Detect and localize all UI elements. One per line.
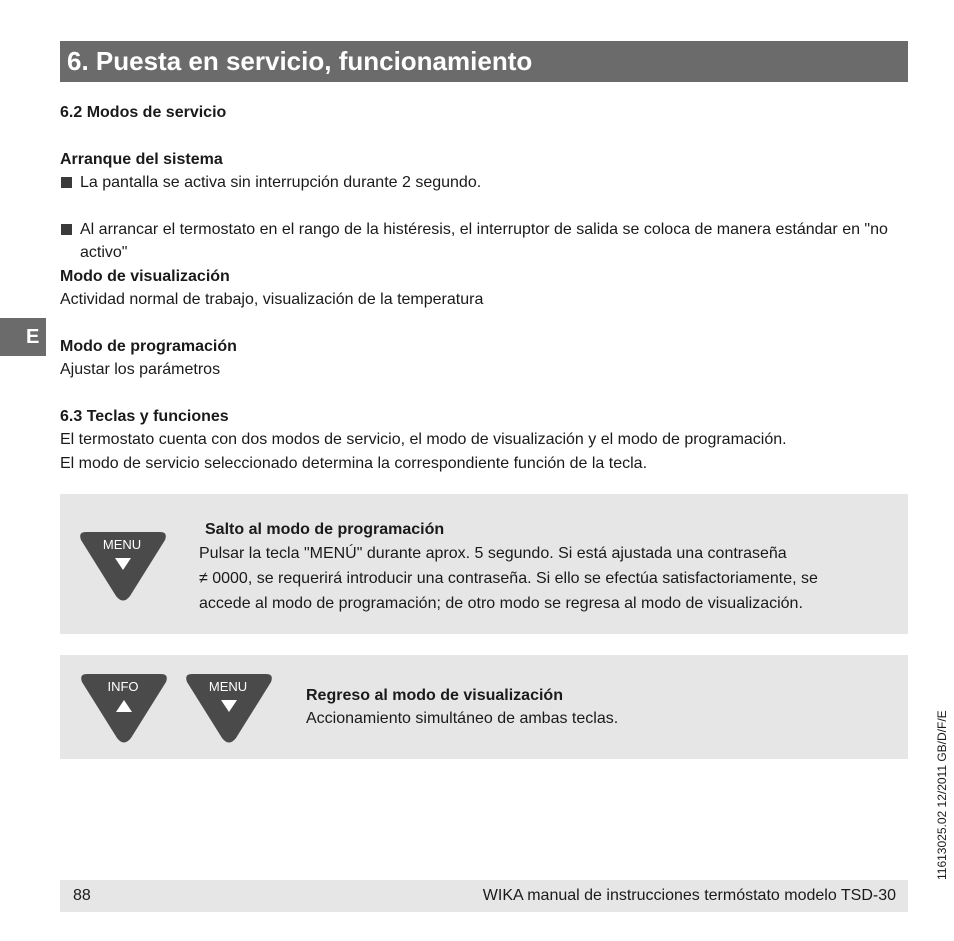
- key-description: [306, 684, 896, 730]
- box1-line: ≠ 0000, se requerirá introducir una contraseña. Si ello se efectúa satisfactoriamente, se: [199, 570, 818, 587]
- display-mode-heading: Modo de visualización: [60, 268, 230, 285]
- section-6-3-text: El modo de servicio seleccionado determina la correspondiente función de la tecla.: [60, 455, 648, 472]
- footer-title: WIKA manual de instrucciones termóstato modelo TSD-30: [482, 887, 896, 904]
- page-footer: [60, 880, 908, 912]
- menu-key-label: MENU: [208, 679, 248, 694]
- section-title: 6. Puesta en servicio, funcionamiento: [60, 41, 908, 82]
- info-key-icon: [79, 672, 169, 744]
- section-6-2-heading: 6.2 Modos de servicio: [60, 104, 227, 121]
- key-info-box-both: [60, 655, 908, 759]
- menu-key-icon: [78, 530, 168, 602]
- startup-heading: Arranque del sistema: [60, 151, 223, 168]
- key-description: [199, 518, 899, 616]
- document-code: 11613025.02 12/2011 GB/D/F/E: [935, 710, 949, 880]
- section-6-3-heading: 6.3 Teclas y funciones: [60, 408, 229, 425]
- main-content: [60, 0, 910, 472]
- page-number: 88: [73, 887, 91, 904]
- language-tab: E: [0, 318, 46, 356]
- section-6-3-text: El termostato cuenta con dos modos de servicio, el modo de visualización y el modo de programación.: [60, 431, 787, 448]
- program-mode-heading: Modo de programación: [60, 338, 237, 355]
- startup-bullet: La pantalla se activa sin interrupción durante 2 segundo.: [60, 171, 930, 194]
- menu-key-label: MENU: [102, 537, 142, 552]
- box2-text: Accionamiento simultáneo de ambas teclas.: [306, 710, 619, 727]
- startup-bullet: Al arrancar el termostato en el rango de la histéresis, el interruptor de salida se coloca de manera estándar en "no activo": [60, 218, 910, 264]
- program-mode-text: Ajustar los parámetros: [60, 361, 221, 378]
- box1-heading: Salto al modo de programación: [205, 521, 445, 538]
- key-info-box-menu: [60, 494, 908, 634]
- box1-line: accede al modo de programación; de otro modo se regresa al modo de visualización.: [199, 595, 803, 612]
- display-mode-text: Actividad normal de trabajo, visualización de la temperatura: [60, 291, 484, 308]
- info-key-label: INFO: [107, 679, 139, 694]
- box1-line: Pulsar la tecla "MENÚ" durante aprox. 5 segundo. Si está ajustada una contraseña: [199, 545, 787, 562]
- box2-heading: Regreso al modo de visualización: [306, 687, 563, 704]
- menu-key-icon: [184, 672, 274, 744]
